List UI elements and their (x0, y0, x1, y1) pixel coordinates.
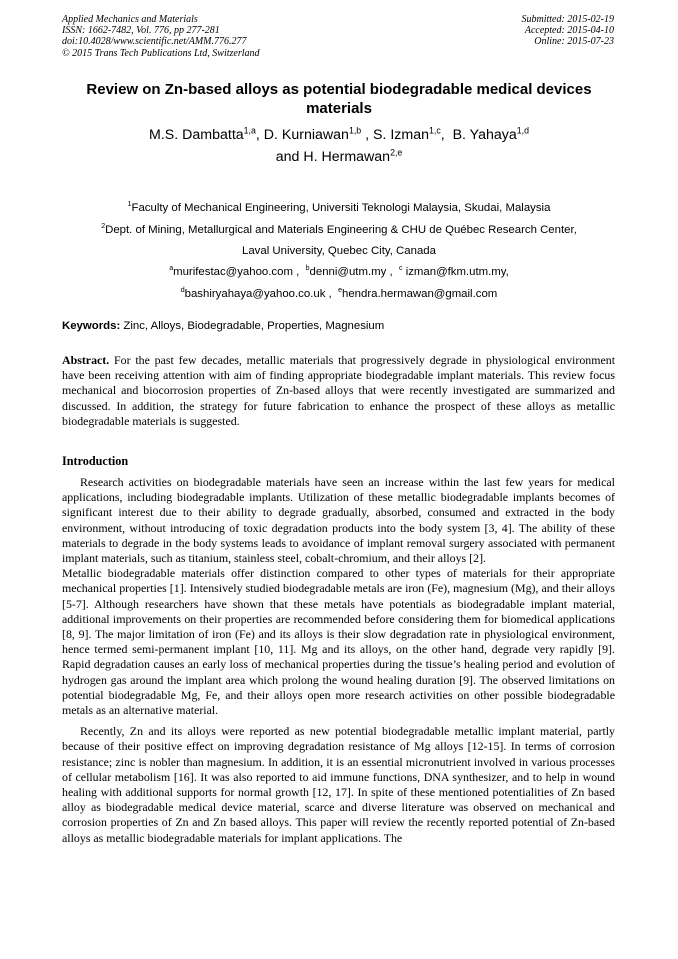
email-link[interactable]: murifestac@yahoo.com (173, 266, 293, 278)
author-name: H. Hermawan (303, 149, 391, 165)
paper-title: Review on Zn-based alloys as potential biodegradable medical devices materials (86, 81, 592, 117)
email-link[interactable]: izman@fkm.utm.my, (405, 266, 509, 278)
journal-issn: ISSN: 1662-7482, Vol. 776, pp 277-281 (62, 25, 220, 37)
paragraph: Recently, Zn and its alloys were reported as new potential biodegradable metallic implant material, partly because of their positive effect on improving degradation resistance of Mg alloys [12-15]. In terms of corrosion resistance; zinc is nobler than magnesium. In addition, it is an essential micronutrient involved in various processes of cellular metabolism [16]. It was also reported to aid immune functions, DNA synthesizer, and to help in wound healing with additional supports for normal growth [12, 17]. In spite of these mentioned potentialities of Zn based alloy as biodegradable medical device material, scarce and diverse literature was observed on mechanical and corrosion properties of Zn and Zn based alloys. This paper will review the recently reported potential of Zn-based alloys as metallic biodegradable materials for implant applications. The (62, 724, 615, 845)
abstract-label: Abstract. (62, 353, 110, 367)
author-affiliation-mark: 1,c (429, 125, 441, 136)
keywords-text: Zinc, Alloys, Biodegradable, Properties, Magnesium (123, 320, 385, 332)
journal-info (62, 14, 260, 59)
journal-copyright: © 2015 Trans Tech Publications Ltd, Switzerland (62, 47, 260, 59)
paragraph: Metallic biodegradable materials offer distinction compared to other types of materials for their appropriate mechanical properties [1]. Intensively studied biodegradable metals are iron (Fe), magnesium (Mg), and their alloys [5-7]. Although researchers have shown that these metals have potentials as biodegradable implant material, additional improvements on their properties are recommended before considering them for biomedical applications [8, 9]. The major limitation of iron (Fe) and its alloys is their slow degradation rate in physiological environment, hence termed semi-permanent implant [10, 11]. Mg and its alloys, on the other hand, degrade very rapidly [9]. Rapid degradation causes an early loss of mechanical properties during the tissue’s healing period and evolution of hydrogen gas around the implant area which prolong the wound healing duration [9]. The observed limitations on potential biodegradable Mg, Fe, and their alloys open more research activities on other possible biodegradable metals as an alternative material. (62, 566, 615, 718)
section-heading-introduction: Introduction (62, 454, 129, 468)
abstract-text: For the past few decades, metallic materials that progressively degrade in physiological environment have been receiving attention with aim of finding appropriate biodegradable implant materials. This review focus mechanical and biocorrosion properties of Zn-based alloys that were recently investigated are summarized and discussed. In addition, the strategy for future fabrication to enhance the prospect of these alloys as metallic biodegradable materials is suggested. (62, 353, 615, 428)
author-affiliation-mark: 1,a (243, 125, 256, 136)
email-link[interactable]: bashiryahaya@yahoo.co.uk (184, 287, 326, 300)
author-name: S. Izman (373, 127, 429, 143)
journal-doi[interactable]: doi:10.4028/www.scientific.net/AMM.776.277 (62, 36, 247, 48)
email-link[interactable]: hendra.hermawan@gmail.com (341, 287, 498, 300)
affiliation-2-cont: Laval University, Quebec City, Canada (242, 245, 436, 257)
keywords-label: Keywords: (62, 320, 121, 332)
accepted-date: Accepted: 2015-04-10 (524, 25, 614, 37)
journal-name: Applied Mechanics and Materials (62, 14, 198, 25)
author-name: M.S. Dambatta (149, 127, 244, 143)
introduction-body (62, 475, 615, 846)
affiliation-list (60, 198, 618, 263)
author-affiliation-mark: 2,e (390, 147, 403, 158)
email-list: $^a$murifestac@yahoo.com , $^b$denni@utm.my , $^c$ izman@fkm.utm.my, $^d$bashiryahaya@yahoo.co.uk , $^e$hendra.hermawan@gmail.com (169, 265, 509, 300)
author-affiliation-mark: 1,d (516, 125, 529, 136)
paragraph: Research activities on biodegradable materials have seen an increase within the last few years for medical applications, including biodegradable implants. Utilization of these metallic biodegradable implants becomes of significant interest due to their ability to degrade gradually, absorbed, consumed and extracted in the body environment, without introducing of toxic degradation products into the body system [3, 4]. The ability of these materials to degrade in the body systems leads to avoidance of implant removal surgery associated with permanent implant materials, such as titanium, stainless steel, cobalt-chromium, and their alloys [2]. (62, 475, 615, 566)
author-affiliation-mark: 1,b (348, 125, 362, 136)
affiliation-2: $^2$Dept. of Mining, Metallurgical and Materials Engineering & CHU de Québec Research Center, (101, 222, 577, 236)
keywords (62, 319, 384, 333)
submission-dates (522, 14, 615, 48)
affiliation-1: $^1$Faculty of Mechanical Engineering, Universiti Teknologi Malaysia, Skudai, Malaysia (127, 201, 551, 214)
submitted-date: Submitted: 2015-02-19 (521, 14, 614, 25)
email-link[interactable]: denni@utm.my (309, 266, 387, 278)
abstract (62, 353, 615, 429)
author-name: B. Yahaya (452, 127, 517, 143)
author-name: D. Kurniawan (263, 127, 349, 143)
online-date: Online: 2015-07-23 (534, 36, 614, 48)
author-list: M.S. Dambatta$^{1,a}$, D. Kurniawan$^{1,b}$ , S. Izman$^{1,c}$, B. Yahaya$^{1,d}$ and H. Hermawan$^{2,e}$ (149, 125, 529, 165)
